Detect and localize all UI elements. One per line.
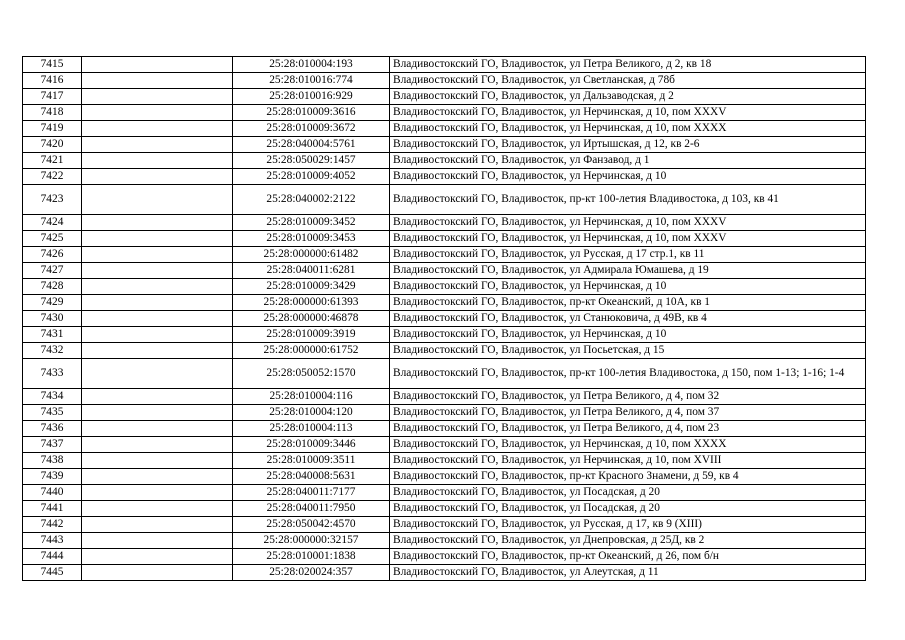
- cadastral-number-cell: 25:28:010009:3616: [233, 105, 390, 121]
- cadastral-number-cell: 25:28:010009:3511: [233, 453, 390, 469]
- table-row: [23, 231, 866, 247]
- table-row: [23, 215, 866, 231]
- empty-cell: [82, 89, 233, 105]
- address-cell: Владивостокский ГО, Владивосток, ул Станюковича, д 49В, кв 4: [390, 311, 866, 327]
- row-number-cell: 7440: [23, 485, 82, 501]
- row-number-cell: 7441: [23, 501, 82, 517]
- cadastral-number-cell: 25:28:000000:61752: [233, 343, 390, 359]
- row-number-cell: 7426: [23, 247, 82, 263]
- table-row: [23, 105, 866, 121]
- table-row: [23, 549, 866, 565]
- cadastral-number-cell: 25:28:040011:7950: [233, 501, 390, 517]
- cadastral-number-cell: 25:28:010009:3919: [233, 327, 390, 343]
- address-cell: Владивостокский ГО, Владивосток, ул Русская, д 17 стр.1, кв 11: [390, 247, 866, 263]
- table-row: [23, 263, 866, 279]
- address-cell: Владивостокский ГО, Владивосток, ул Нерчинская, д 10, пом XXXV: [390, 231, 866, 247]
- address-cell: Владивостокский ГО, Владивосток, ул Нерчинская, д 10: [390, 169, 866, 185]
- cadastral-number-cell: 25:28:000000:46878: [233, 311, 390, 327]
- cadastral-number-cell: 25:28:040002:2122: [233, 185, 390, 215]
- address-cell: Владивостокский ГО, Владивосток, ул Днепровская, д 25Д, кв 2: [390, 533, 866, 549]
- empty-cell: [82, 295, 233, 311]
- row-number-cell: 7416: [23, 73, 82, 89]
- row-number-cell: 7424: [23, 215, 82, 231]
- cadastral-number-cell: 25:28:010009:3672: [233, 121, 390, 137]
- empty-cell: [82, 501, 233, 517]
- row-number-cell: 7445: [23, 565, 82, 581]
- table-row: [23, 185, 866, 215]
- cadastral-number-cell: 25:28:010009:3453: [233, 231, 390, 247]
- row-number-cell: 7428: [23, 279, 82, 295]
- cadastral-number-cell: 25:28:010016:774: [233, 73, 390, 89]
- address-cell: Владивостокский ГО, Владивосток, пр-кт Океанский, д 26, пом б/н: [390, 549, 866, 565]
- cadastral-number-cell: 25:28:010009:3446: [233, 437, 390, 453]
- row-number-cell: 7434: [23, 389, 82, 405]
- cadastral-number-cell: 25:28:000000:61482: [233, 247, 390, 263]
- empty-cell: [82, 279, 233, 295]
- empty-cell: [82, 327, 233, 343]
- cadastral-number-cell: 25:28:040011:7177: [233, 485, 390, 501]
- row-number-cell: 7444: [23, 549, 82, 565]
- address-cell: Владивостокский ГО, Владивосток, пр-кт Красного Знамени, д 59, кв 4: [390, 469, 866, 485]
- address-cell: Владивостокский ГО, Владивосток, ул Петра Великого, д 2, кв 18: [390, 57, 866, 73]
- address-cell: Владивостокский ГО, Владивосток, пр-кт 100-летия Владивостока, д 103, кв 41: [390, 185, 866, 215]
- row-number-cell: 7436: [23, 421, 82, 437]
- empty-cell: [82, 405, 233, 421]
- address-cell: Владивостокский ГО, Владивосток, ул Нерчинская, д 10, пом XXXX: [390, 437, 866, 453]
- table-row: [23, 359, 866, 389]
- cadastral-number-cell: 25:28:000000:32157: [233, 533, 390, 549]
- table-row: [23, 343, 866, 359]
- empty-cell: [82, 437, 233, 453]
- table-row: [23, 247, 866, 263]
- row-number-cell: 7439: [23, 469, 82, 485]
- table-row: [23, 73, 866, 89]
- address-cell: Владивостокский ГО, Владивосток, пр-кт Океанский, д 10А, кв 1: [390, 295, 866, 311]
- empty-cell: [82, 169, 233, 185]
- address-cell: Владивостокский ГО, Владивосток, ул Русская, д 17, кв 9 (XIII): [390, 517, 866, 533]
- cadastral-number-cell: 25:28:010004:116: [233, 389, 390, 405]
- address-cell: Владивостокский ГО, Владивосток, ул Петра Великого, д 4, пом 37: [390, 405, 866, 421]
- cadastral-number-cell: 25:28:050042:4570: [233, 517, 390, 533]
- cadastral-number-cell: 25:28:010004:193: [233, 57, 390, 73]
- cadastral-number-cell: 25:28:040011:6281: [233, 263, 390, 279]
- empty-cell: [82, 105, 233, 121]
- table-row: [23, 311, 866, 327]
- address-cell: Владивостокский ГО, Владивосток, ул Нерчинская, д 10, пом XXXV: [390, 105, 866, 121]
- empty-cell: [82, 121, 233, 137]
- empty-cell: [82, 533, 233, 549]
- table-row: [23, 517, 866, 533]
- address-cell: Владивостокский ГО, Владивосток, ул Петра Великого, д 4, пом 23: [390, 421, 866, 437]
- address-cell: Владивостокский ГО, Владивосток, ул Нерчинская, д 10: [390, 327, 866, 343]
- registry-table-body: [23, 57, 866, 581]
- cadastral-number-cell: 25:28:010001:1838: [233, 549, 390, 565]
- table-row: [23, 153, 866, 169]
- empty-cell: [82, 421, 233, 437]
- row-number-cell: 7417: [23, 89, 82, 105]
- address-cell: Владивостокский ГО, Владивосток, ул Посьетская, д 15: [390, 343, 866, 359]
- cadastral-number-cell: 25:28:000000:61393: [233, 295, 390, 311]
- table-row: [23, 279, 866, 295]
- row-number-cell: 7423: [23, 185, 82, 215]
- table-row: [23, 57, 866, 73]
- empty-cell: [82, 73, 233, 89]
- address-cell: Владивостокский ГО, Владивосток, ул Дальзаводская, д 2: [390, 89, 866, 105]
- table-row: [23, 469, 866, 485]
- empty-cell: [82, 517, 233, 533]
- address-cell: Владивостокский ГО, Владивосток, ул Светланская, д 78б: [390, 73, 866, 89]
- row-number-cell: 7419: [23, 121, 82, 137]
- row-number-cell: 7431: [23, 327, 82, 343]
- empty-cell: [82, 469, 233, 485]
- address-cell: Владивостокский ГО, Владивосток, ул Нерчинская, д 10, пом XXXX: [390, 121, 866, 137]
- cadastral-number-cell: 25:28:050029:1457: [233, 153, 390, 169]
- row-number-cell: 7437: [23, 437, 82, 453]
- address-cell: Владивостокский ГО, Владивосток, пр-кт 100-летия Владивостока, д 150, пом 1-13; 1-16; 1-4: [390, 359, 866, 389]
- table-row: [23, 485, 866, 501]
- table-row: [23, 121, 866, 137]
- row-number-cell: 7438: [23, 453, 82, 469]
- table-row: [23, 169, 866, 185]
- table-row: [23, 421, 866, 437]
- cadastral-number-cell: 25:28:040004:5761: [233, 137, 390, 153]
- table-row: [23, 405, 866, 421]
- table-row: [23, 565, 866, 581]
- address-cell: Владивостокский ГО, Владивосток, ул Иртышская, д 12, кв 2-6: [390, 137, 866, 153]
- empty-cell: [82, 137, 233, 153]
- empty-cell: [82, 453, 233, 469]
- empty-cell: [82, 57, 233, 73]
- row-number-cell: 7433: [23, 359, 82, 389]
- empty-cell: [82, 215, 233, 231]
- address-cell: Владивостокский ГО, Владивосток, ул Посадская, д 20: [390, 485, 866, 501]
- table-row: [23, 327, 866, 343]
- empty-cell: [82, 389, 233, 405]
- address-cell: Владивостокский ГО, Владивосток, ул Петра Великого, д 4, пом 32: [390, 389, 866, 405]
- row-number-cell: 7427: [23, 263, 82, 279]
- row-number-cell: 7432: [23, 343, 82, 359]
- registry-table: [22, 56, 866, 581]
- row-number-cell: 7422: [23, 169, 82, 185]
- cadastral-number-cell: 25:28:010009:3429: [233, 279, 390, 295]
- table-row: [23, 89, 866, 105]
- address-cell: Владивостокский ГО, Владивосток, ул Алеутская, д 11: [390, 565, 866, 581]
- address-cell: Владивостокский ГО, Владивосток, ул Фанзавод, д 1: [390, 153, 866, 169]
- row-number-cell: 7418: [23, 105, 82, 121]
- empty-cell: [82, 247, 233, 263]
- empty-cell: [82, 565, 233, 581]
- empty-cell: [82, 185, 233, 215]
- row-number-cell: 7415: [23, 57, 82, 73]
- empty-cell: [82, 485, 233, 501]
- table-row: [23, 295, 866, 311]
- table-row: [23, 501, 866, 517]
- cadastral-number-cell: 25:28:010009:4052: [233, 169, 390, 185]
- address-cell: Владивостокский ГО, Владивосток, ул Адмирала Юмашева, д 19: [390, 263, 866, 279]
- row-number-cell: 7442: [23, 517, 82, 533]
- table-row: [23, 437, 866, 453]
- row-number-cell: 7429: [23, 295, 82, 311]
- cadastral-number-cell: 25:28:020024:357: [233, 565, 390, 581]
- empty-cell: [82, 311, 233, 327]
- table-row: [23, 453, 866, 469]
- cadastral-number-cell: 25:28:010009:3452: [233, 215, 390, 231]
- cadastral-number-cell: 25:28:040008:5631: [233, 469, 390, 485]
- empty-cell: [82, 549, 233, 565]
- row-number-cell: 7443: [23, 533, 82, 549]
- row-number-cell: 7425: [23, 231, 82, 247]
- cadastral-number-cell: 25:28:050052:1570: [233, 359, 390, 389]
- row-number-cell: 7435: [23, 405, 82, 421]
- cadastral-number-cell: 25:28:010004:120: [233, 405, 390, 421]
- table-row: [23, 533, 866, 549]
- empty-cell: [82, 231, 233, 247]
- address-cell: Владивостокский ГО, Владивосток, ул Нерчинская, д 10: [390, 279, 866, 295]
- empty-cell: [82, 343, 233, 359]
- table-row: [23, 389, 866, 405]
- cadastral-number-cell: 25:28:010016:929: [233, 89, 390, 105]
- table-row: [23, 137, 866, 153]
- cadastral-number-cell: 25:28:010004:113: [233, 421, 390, 437]
- empty-cell: [82, 153, 233, 169]
- address-cell: Владивостокский ГО, Владивосток, ул Посадская, д 20: [390, 501, 866, 517]
- row-number-cell: 7420: [23, 137, 82, 153]
- row-number-cell: 7430: [23, 311, 82, 327]
- empty-cell: [82, 263, 233, 279]
- address-cell: Владивостокский ГО, Владивосток, ул Нерчинская, д 10, пом XVIII: [390, 453, 866, 469]
- empty-cell: [82, 359, 233, 389]
- row-number-cell: 7421: [23, 153, 82, 169]
- address-cell: Владивостокский ГО, Владивосток, ул Нерчинская, д 10, пом XXXV: [390, 215, 866, 231]
